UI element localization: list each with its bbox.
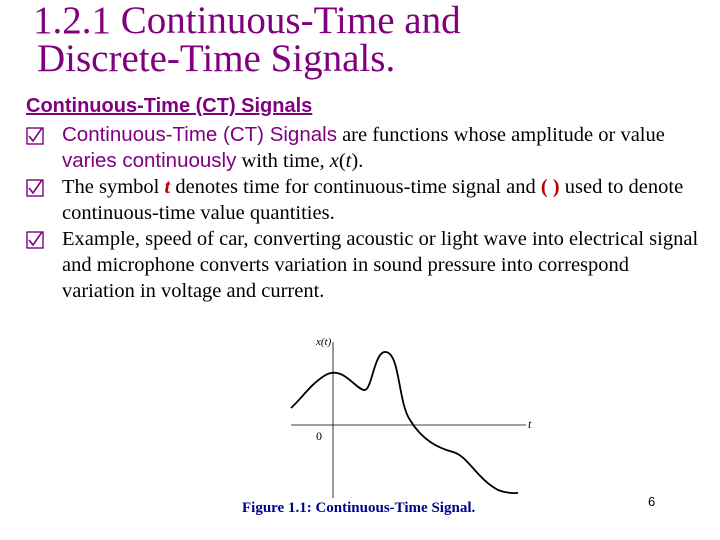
varies-continuously-highlight: varies continuously <box>62 149 237 172</box>
formula-x: x <box>329 150 339 172</box>
page-number: 6 <box>648 494 656 509</box>
figure-caption: Figure 1.1: Continuous-Time Signal. <box>242 500 476 516</box>
checkbox-icon <box>26 127 44 145</box>
checkbox-icon <box>26 231 44 249</box>
x-axis-label: t <box>528 417 532 431</box>
title-line-1: 1.2.1 Continuous-Time and <box>33 0 461 42</box>
bullet-2-text-2: denotes time for continuous-time signal and <box>170 176 541 198</box>
origin-label: 0 <box>316 429 322 443</box>
bullet-1-text-1: are functions whose amplitude or value <box>336 124 665 146</box>
bullet-3-text: Example, speed of car, converting acoustic or light wave into electrical signal and microphone converts variation in sound pressure into correspond variation in voltage and current. <box>62 228 699 302</box>
bullet-item-3 <box>26 226 706 304</box>
section-heading: Continuous-Time (CT) Signals <box>26 95 313 117</box>
continuous-signal-figure <box>288 330 548 502</box>
formula-t: t <box>345 150 352 172</box>
title-line-2: Discrete-Time Signals. <box>37 37 396 80</box>
y-axis-label: x(t) <box>316 336 332 348</box>
parens-symbol: ( ) <box>540 176 560 198</box>
formula-open: ( <box>338 150 346 172</box>
bullet-2-text-1: The symbol <box>62 176 165 198</box>
bullet-2-text-3: used to denote continuous-time value quantities. <box>62 176 684 224</box>
bullet-item-2 <box>26 174 706 226</box>
ct-term: Continuous-Time (CT) Signals <box>62 123 337 146</box>
bullet-list <box>26 122 706 304</box>
bullet-1-text-2: with time, <box>236 150 330 172</box>
signal-curve <box>291 352 518 493</box>
bullet-item-1 <box>26 122 706 174</box>
time-symbol: t <box>164 176 171 198</box>
slide-title <box>33 2 461 78</box>
formula-close: ). <box>351 150 364 172</box>
checkbox-icon <box>26 179 44 197</box>
